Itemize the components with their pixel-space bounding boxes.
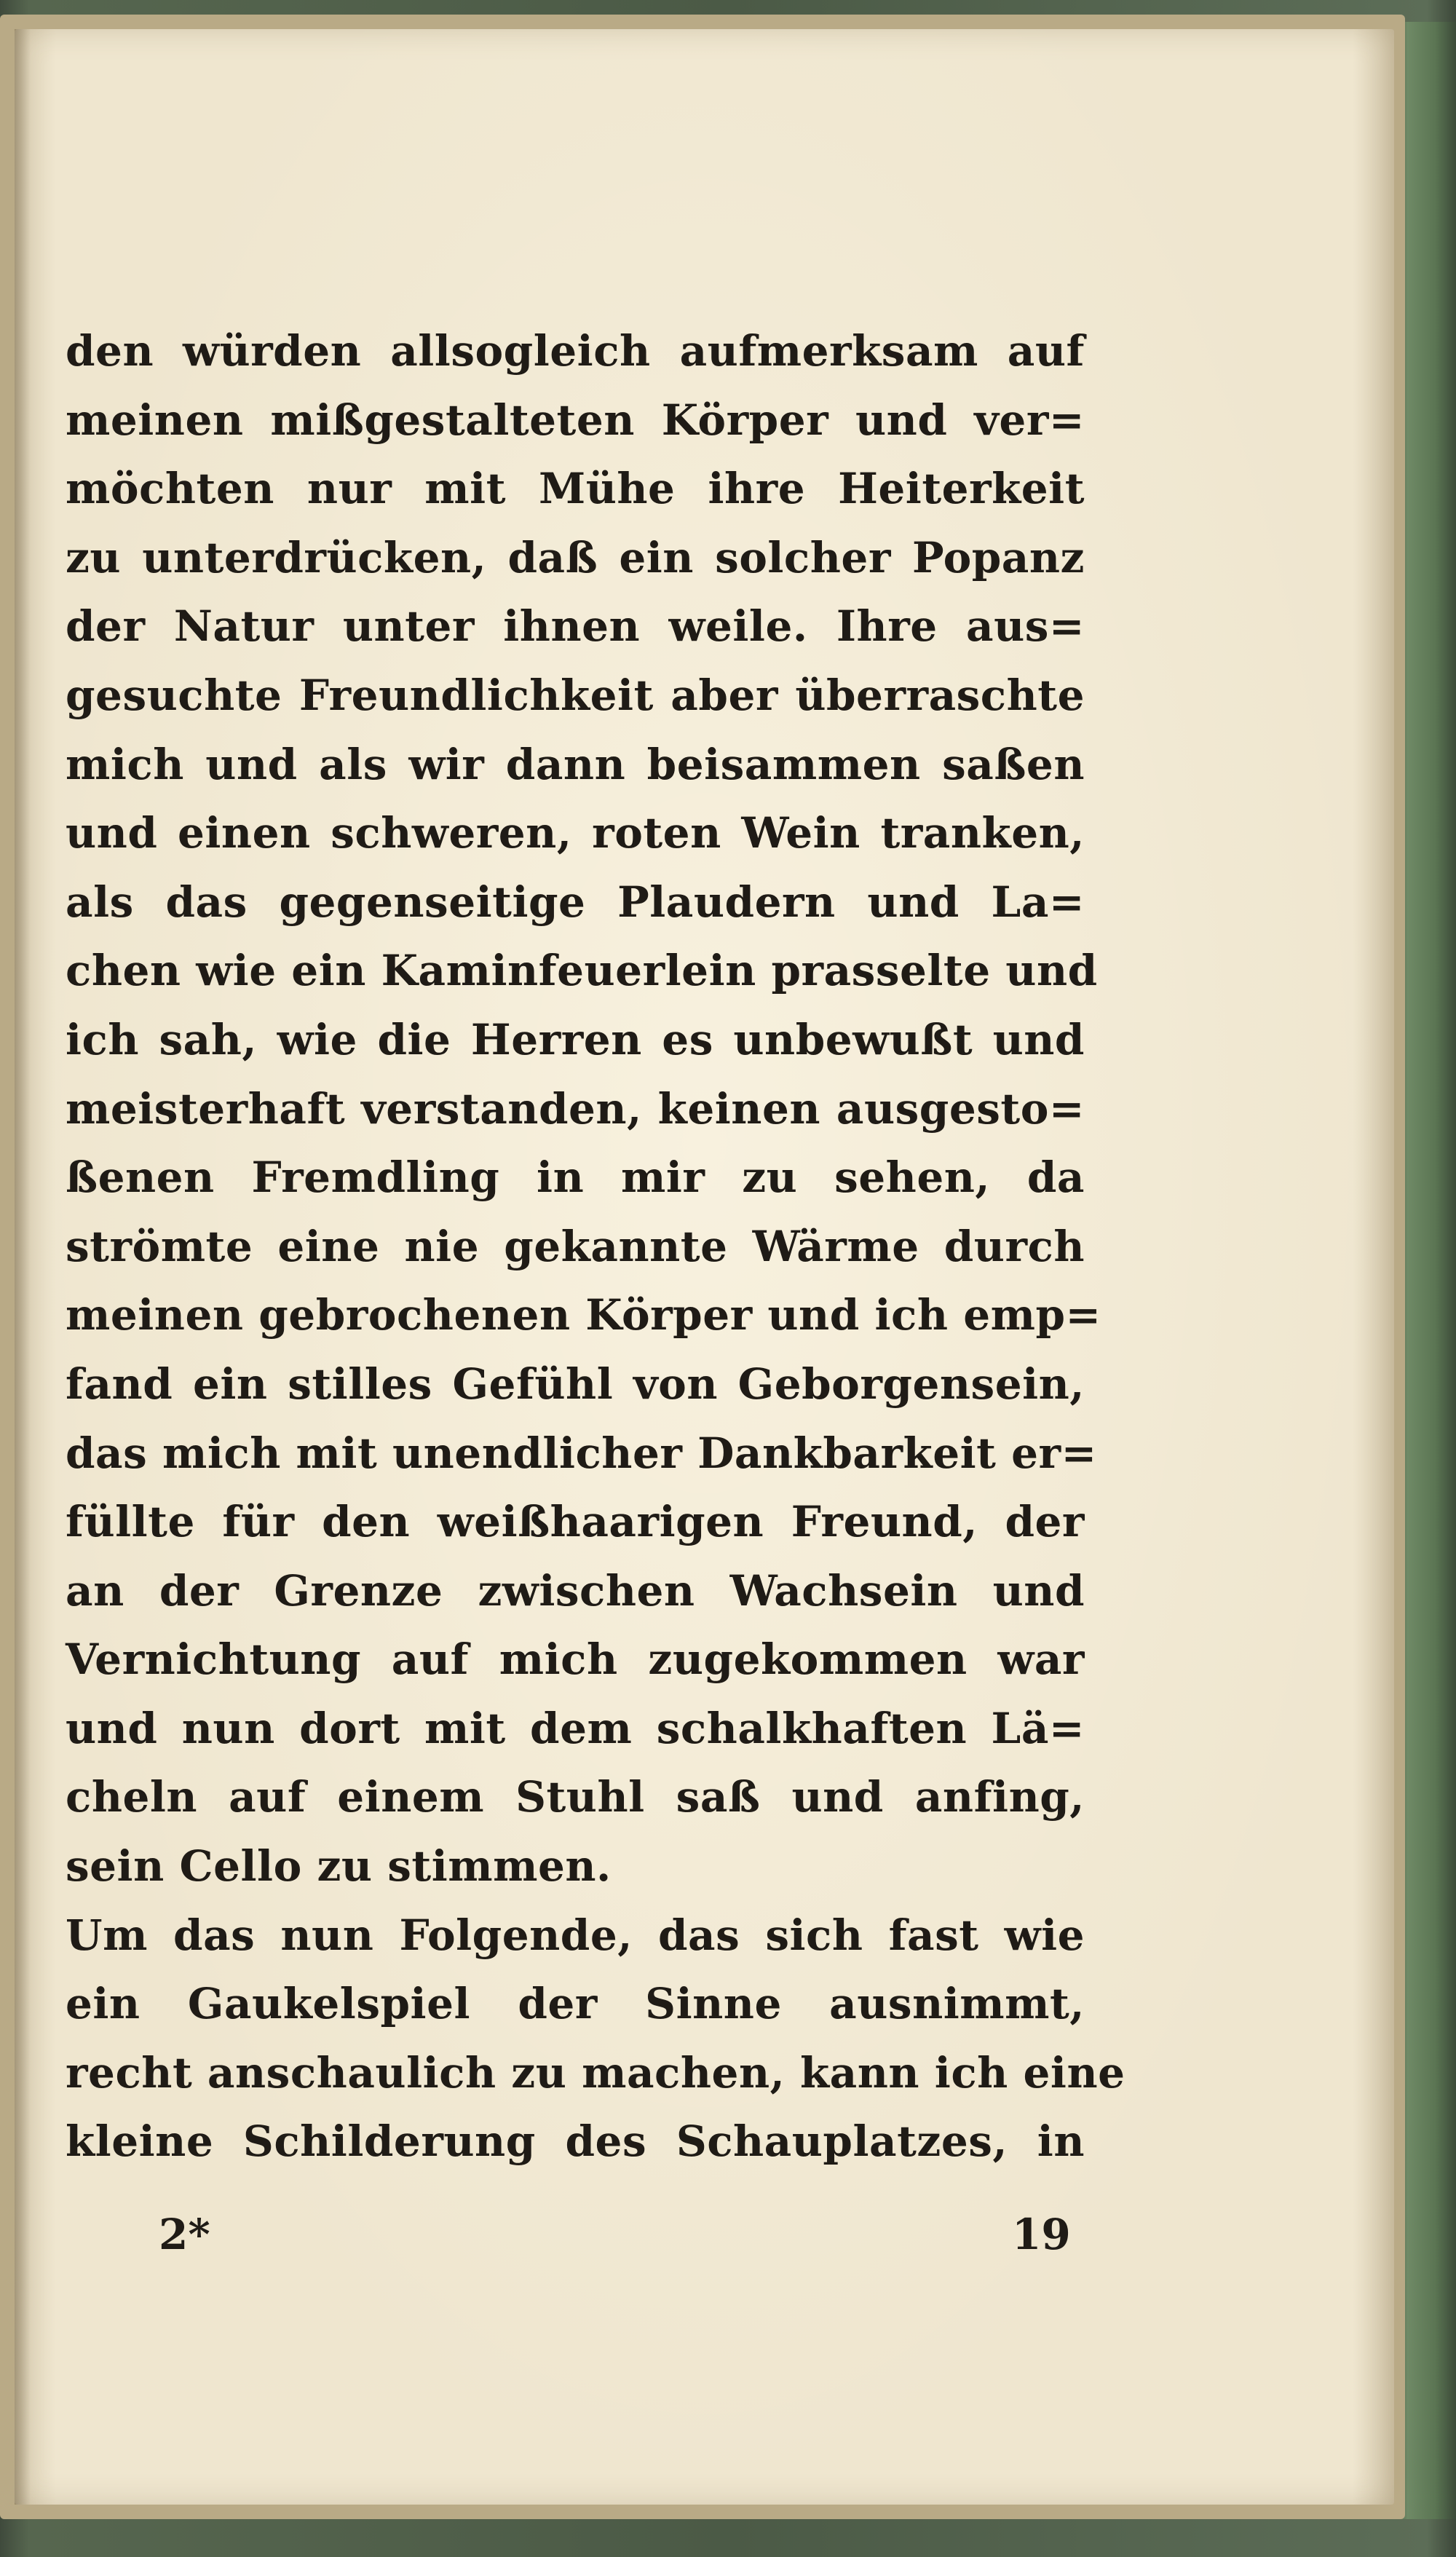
text-line: Vernichtung auf mich zugekommen war bbox=[66, 1635, 1085, 1685]
text-line: und nun dort mit dem schalkhaften Lä= bbox=[66, 1703, 1085, 1753]
text-line: der Natur unter ihnen weile. Ihre aus= bbox=[66, 601, 1085, 652]
text-line: gesuchte Freundlichkeit aber überraschte bbox=[66, 670, 1085, 720]
text-line: Um das nun Folgende, das sich fast wie bbox=[66, 1910, 1085, 1960]
text-line: und einen schweren, roten Wein tranken, bbox=[66, 808, 1085, 858]
text-line: als das gegenseitige Plaudern und La= bbox=[66, 877, 1085, 927]
text-line: ich sah, wie die Herren es unbewußt und bbox=[66, 1014, 1085, 1064]
text-line: chen wie ein Kaminfeuerlein prasselte und bbox=[66, 946, 1098, 996]
text-line: kleine Schilderung des Schauplatzes, in bbox=[66, 2117, 1085, 2167]
text-line: füllte für den weißhaarigen Freund, der bbox=[66, 1497, 1085, 1547]
text-line: fand ein stilles Gefühl von Geborgensein, bbox=[66, 1359, 1085, 1409]
text-line: mich und als wir dann beisammen saßen bbox=[66, 739, 1085, 789]
gutter-shadow bbox=[15, 29, 31, 2505]
signature-mark: 2* bbox=[159, 2210, 210, 2259]
text-line: meisterhaft verstanden, keinen ausgesto= bbox=[66, 1083, 1085, 1134]
text-line: den würden allsogleich aufmerksam auf bbox=[66, 326, 1085, 376]
page-number: 19 bbox=[1012, 2210, 1071, 2259]
text-line: das mich mit unendlicher Dankbarkeit er= bbox=[66, 1428, 1097, 1478]
text-line: strömte eine nie gekannte Wärme durch bbox=[66, 1221, 1085, 1271]
text-line: meinen gebrochenen Körper und ich emp= bbox=[66, 1290, 1101, 1340]
text-line: cheln auf einem Stuhl saß und anfing, bbox=[66, 1772, 1085, 1822]
body-text bbox=[66, 317, 1125, 2176]
text-line: meinen mißgestalteten Körper und ver= bbox=[66, 395, 1085, 445]
text-line: an der Grenze zwischen Wachsein und bbox=[66, 1565, 1085, 1616]
text-line: ßenen Fremdling in mir zu sehen, da bbox=[66, 1153, 1085, 1203]
text-line: ein Gaukelspiel der Sinne ausnimmt, bbox=[66, 1979, 1085, 2029]
text-line: sein Cello zu stimmen. bbox=[66, 1841, 612, 1892]
text-line: recht anschaulich zu machen, kann ich eine bbox=[66, 2047, 1125, 2098]
text-line: zu unterdrücken, daß ein solcher Popanz bbox=[66, 532, 1085, 582]
text-line: möchten nur mit Mühe ihre Heiterkeit bbox=[66, 464, 1085, 514]
